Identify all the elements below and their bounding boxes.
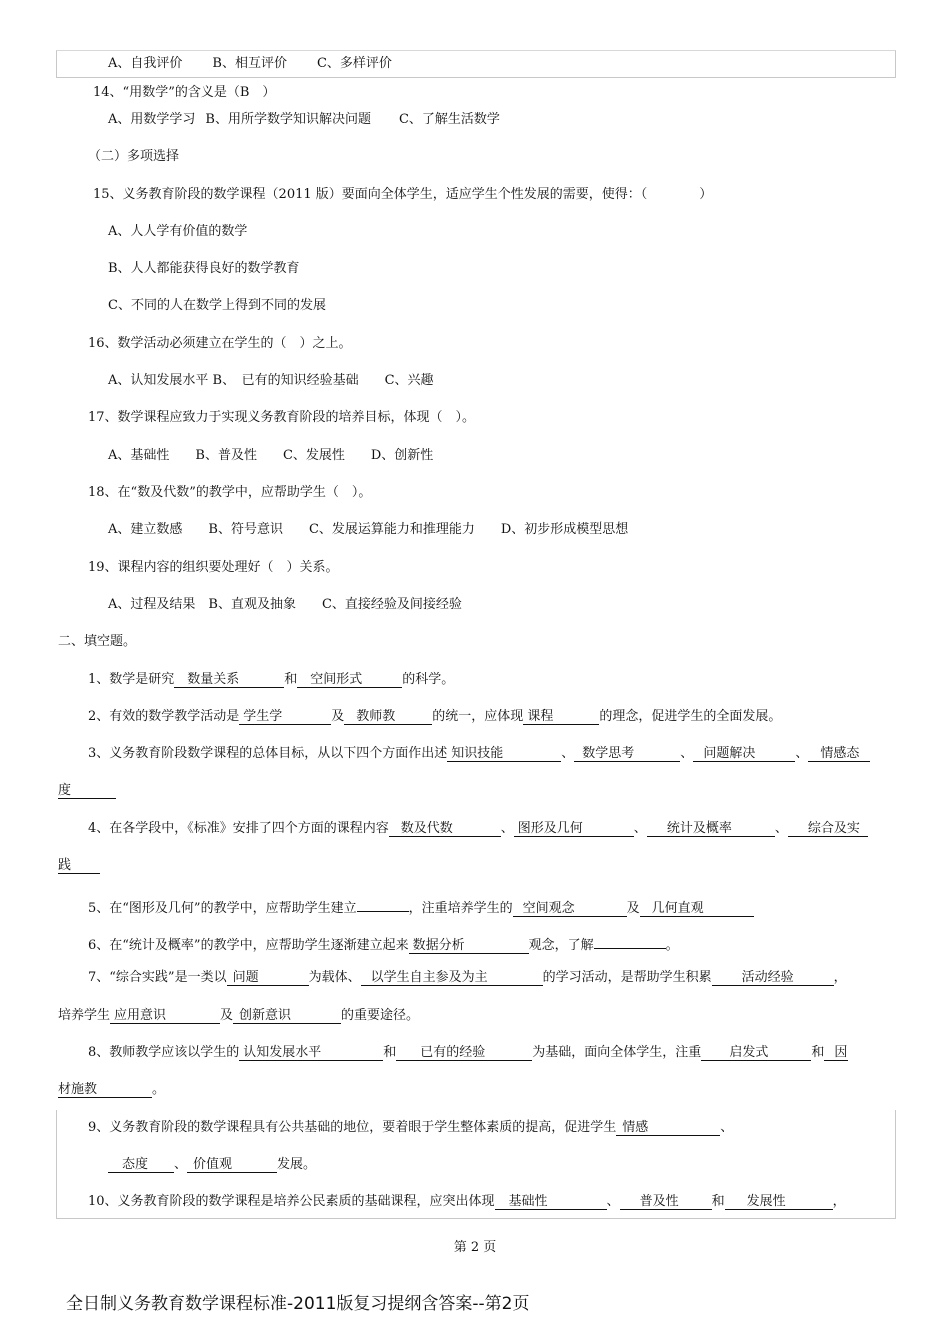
q16-stem: 16、数学活动必须建立在学生的（ ）之上。 <box>88 336 352 351</box>
fill-6: 6、在“统计及概率”的教学中，应帮助学生逐渐建立起来 数据分析 观念，了解 。 <box>88 933 679 954</box>
q13-option-a: A、自我评价 <box>108 56 183 71</box>
fill-4: 4、在各学段中，《标准》安排了四个方面的课程内容 数及代数 、 图形及几何 、 统计及概率 、 综合及实 <box>88 821 868 837</box>
fill-8: 8、教师教学应该以学生的 认知发展水平 和 已有的经验 为基础，面向全体学生，注重 启发式 和 因 <box>88 1045 848 1060</box>
q17-options: A、基础性 B、普及性 C、发展性 D、创新性 <box>108 448 434 463</box>
blank-answer: 空间形式 <box>297 672 402 688</box>
blank-empty <box>594 933 666 949</box>
fill-8-cont: 材施教 。 <box>58 1082 166 1097</box>
fill-10: 10、义务教育阶段的数学课程是培养公民素质的基础课程，应突出体现 基础性 、 普及性 和 发展性 ， <box>88 1194 846 1209</box>
blank-answer: 践 <box>58 858 100 874</box>
q19-options: A、过程及结果 B、直观及抽象 C、直接经验及间接经验 <box>108 597 462 612</box>
q15-option-b: B、人人都能获得良好的数学教育 <box>108 261 300 276</box>
fill-3-cont <box>58 783 116 799</box>
blank-answer: 活动经验 <box>712 970 834 986</box>
blank-answer: 数学思考 <box>574 746 680 762</box>
q13-option-b: B、相互评价 <box>212 56 287 71</box>
fill-9: 9、义务教育阶段的数学课程具有公共基础的地位，要着眼于学生整体素质的提高，促进学生 情感 、 <box>88 1120 734 1135</box>
fill-1: 1、数学是研究 数量关系 和 空间形式 的科学。 <box>88 672 455 687</box>
blank-answer: 价值观 <box>187 1157 277 1173</box>
q15-option-c: C、不同的人在数学上得到不同的发展 <box>108 298 326 313</box>
blank-answer: 普及性 <box>620 1194 712 1210</box>
q14-stem: 14、“用数学”的含义是（B ） <box>93 85 276 100</box>
blank-answer: 度 <box>58 783 116 799</box>
q14-option-c: C、了解生活数学 <box>398 112 500 127</box>
blank-answer: 态度 <box>108 1157 174 1173</box>
blank-answer: 教师教 <box>344 709 432 725</box>
blank-answer: 综合及实 <box>788 821 868 837</box>
blank-answer: 创新意识 <box>233 1008 341 1024</box>
blank-answer: 数据分析 <box>409 938 529 954</box>
blank-answer: 材施教 <box>58 1082 152 1098</box>
section-fill-in: 二、填空题。 <box>58 634 137 649</box>
fill-3: 3、义务教育阶段数学课程的总体目标，从以下四个方面作出述 知识技能 、 数学思考 、 问题解决 、 情感态 <box>88 746 870 762</box>
q15-option-a: A、人人学有价值的数学 <box>108 224 248 239</box>
q18-options: A、建立数感 B、符号意识 C、发展运算能力和推理能力 D、初步形成模型思想 <box>108 522 629 537</box>
blank-answer: 学生学 <box>239 709 331 725</box>
blank-answer: 情感 <box>616 1120 720 1136</box>
fill-7: 7、“综合实践”是一类以 问题 为载体、 以学生自主参及为主 的学习活动，是帮助学生积累 活动经验 ， <box>88 970 847 985</box>
document-footer-title: 全日制义务教育数学课程标准-2011版复习提纲含答案--第2页 <box>66 1294 530 1314</box>
fill-4-cont <box>58 858 100 874</box>
blank-answer: 因 <box>824 1045 848 1061</box>
blank-answer: 已有的经验 <box>396 1045 532 1061</box>
blank-answer: 情感态 <box>808 746 870 762</box>
q16-options: A、认知发展水平 B、 已有的知识经验基础 C、兴趣 <box>108 373 434 388</box>
blank-answer: 课程 <box>523 709 599 725</box>
blank-answer: 认知发展水平 <box>239 1045 383 1061</box>
q17-stem: 17、数学课程应致力于实现义务教育阶段的培养目标，体现（ ）。 <box>88 410 476 425</box>
q13-options <box>108 56 392 72</box>
blank-answer: 知识技能 <box>447 746 561 762</box>
page-number: 第 2 页 <box>453 1240 497 1255</box>
fill-2: 2、有效的数学教学活动是 学生学 及 教师教 的统一，应体现 课程 的理念，促进学生的全面发展。 <box>88 709 782 724</box>
q14-options <box>108 112 500 128</box>
q13-option-c: C、多样评价 <box>316 56 392 71</box>
q18-stem: 18、在“数及代数”的教学中，应帮助学生（ ）。 <box>88 485 372 500</box>
blank-answer: 以学生自主参及为主 <box>361 970 543 986</box>
q15-stem: 15、义务教育阶段的数学课程（2011 版）要面向全体学生，适应学生个性发展的需要，使得：（ ） <box>93 187 713 202</box>
blank-answer: 数及代数 <box>389 821 501 837</box>
q14-option-b: B、用所学数学知识解决问题 <box>205 112 371 127</box>
blank-answer: 数量关系 <box>174 672 284 688</box>
fill-7-cont: 培养学生 应用意识 及 创新意识 的重要途径。 <box>58 1008 420 1023</box>
blank-answer: 发展性 <box>725 1194 833 1210</box>
blank-answer: 几何直观 <box>640 901 754 917</box>
blank-answer: 问题解决 <box>693 746 795 762</box>
blank-empty <box>357 896 409 912</box>
blank-answer: 统计及概率 <box>647 821 775 837</box>
q14-option-a: A、用数学学习 <box>108 112 196 127</box>
fill-9-cont: 态度 、 价值观 发展。 <box>108 1157 316 1173</box>
fill-5: 5、在“图形及几何”的教学中，应帮助学生建立 ，注重培养学生的 空间观念 及 几何直观 <box>88 896 754 917</box>
blank-answer: 空间观念 <box>513 901 627 917</box>
blank-answer: 图形及几何 <box>514 821 634 837</box>
blank-answer: 应用意识 <box>110 1008 220 1024</box>
blank-answer: 启发式 <box>701 1045 811 1061</box>
blank-answer: 基础性 <box>495 1194 607 1210</box>
blank-answer: 问题 <box>227 970 309 986</box>
q19-stem: 19、课程内容的组织要处理好（ ）关系。 <box>88 560 339 575</box>
section-multiple-choice: （二）多项选择 <box>88 149 180 164</box>
